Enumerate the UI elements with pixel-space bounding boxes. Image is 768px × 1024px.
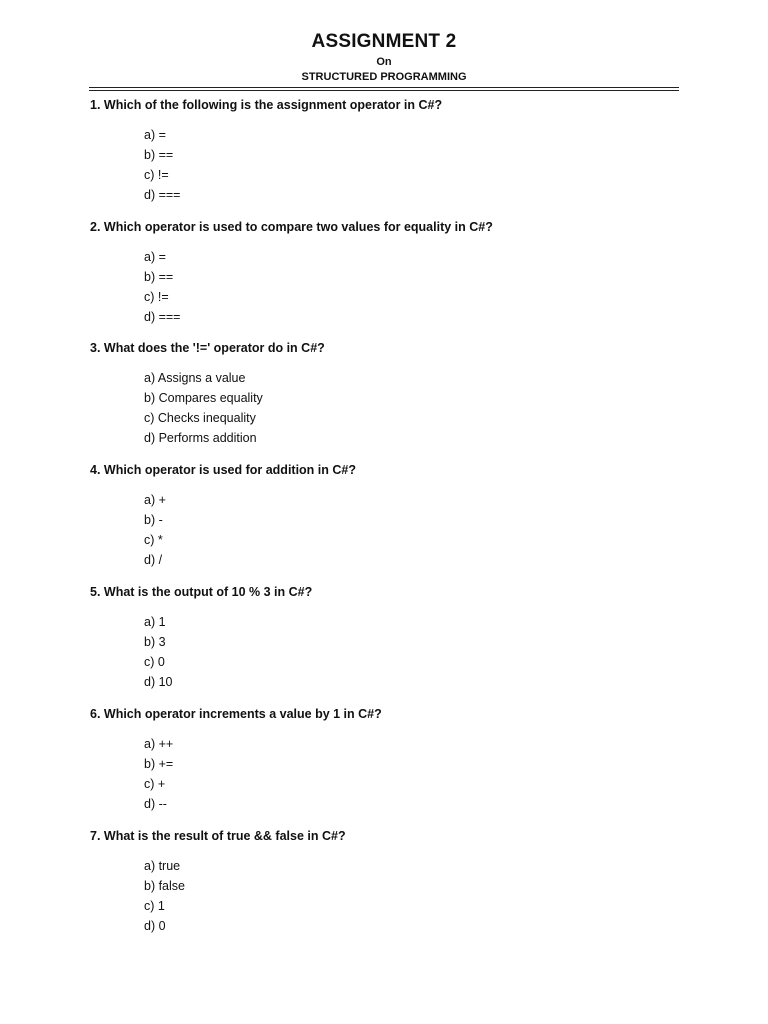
option-list [144, 734, 680, 814]
option-item: d) 10 [144, 675, 173, 689]
option-item: b) == [144, 270, 174, 284]
question-7 [90, 828, 680, 936]
option-item: d) -- [144, 797, 167, 811]
option-item: c) != [144, 168, 169, 182]
option-item: a) = [144, 128, 166, 142]
question-text: 7. What is the result of true && false in C#? [90, 829, 346, 843]
option-item: d) === [144, 188, 181, 202]
header-rule-bottom [89, 90, 679, 91]
option-list [144, 490, 680, 570]
option-list [144, 368, 680, 448]
option-item: b) == [144, 148, 174, 162]
document-subtitle: STRUCTURED PROGRAMMING [301, 71, 467, 83]
option-list [144, 856, 680, 936]
question-text: 1. Which of the following is the assignment operator in C#? [90, 98, 443, 112]
option-item: c) + [144, 777, 166, 791]
option-item: d) === [144, 310, 181, 324]
option-item: b) false [144, 879, 185, 893]
question-3 [90, 340, 680, 448]
option-item: d) Performs addition [144, 431, 257, 445]
option-item: b) += [144, 757, 174, 771]
option-item: a) true [144, 859, 181, 873]
option-list [144, 612, 680, 692]
option-item: c) * [144, 533, 163, 547]
option-item: d) / [144, 553, 163, 567]
option-item: c) Checks inequality [144, 411, 256, 425]
question-1 [90, 97, 680, 205]
document-on-label: On [376, 56, 392, 68]
question-2 [90, 219, 680, 327]
option-item: d) 0 [144, 919, 166, 933]
question-text: 4. Which operator is used for addition in C#? [90, 463, 356, 477]
question-text: 6. Which operator increments a value by 1 in C#? [90, 707, 382, 721]
option-item: b) - [144, 513, 163, 527]
option-item: c) != [144, 290, 169, 304]
header-rule-top [89, 87, 679, 88]
question-6 [90, 706, 680, 814]
question-4 [90, 462, 680, 570]
option-item: b) Compares equality [144, 391, 263, 405]
option-item: a) ++ [144, 737, 174, 751]
option-item: a) + [144, 493, 166, 507]
option-item: a) 1 [144, 615, 166, 629]
document-title: ASSIGNMENT 2 [311, 31, 457, 52]
question-text: 3. What does the '!=' operator do in C#? [90, 341, 325, 355]
option-item: a) = [144, 250, 166, 264]
option-item: b) 3 [144, 635, 166, 649]
option-list [144, 247, 680, 327]
option-item: c) 1 [144, 899, 165, 913]
question-5 [90, 584, 680, 692]
option-item: c) 0 [144, 655, 165, 669]
option-list [144, 125, 680, 205]
option-item: a) Assigns a value [144, 371, 246, 385]
question-text: 5. What is the output of 10 % 3 in C#? [90, 585, 313, 599]
question-text: 2. Which operator is used to compare two values for equality in C#? [90, 220, 493, 234]
